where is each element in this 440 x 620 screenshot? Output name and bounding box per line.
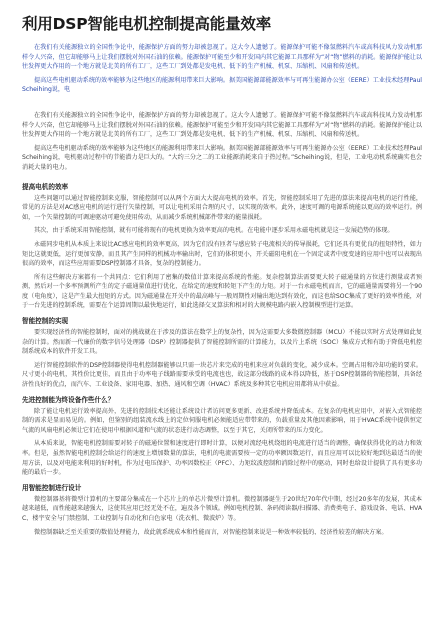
section-heading: 提高电机的效率 [22, 182, 69, 191]
intro-block-blue [22, 43, 422, 95]
body-paragraph: 从本质来说，智能电机控制需要对转子的磁通位置和速度进行即时计算，以便对流经电机绕组的电流进行适当的调整，确保获得优化的动力和效率。但是，虽然智能电机控制会给运行的速度上增加数量的算法，电机的电流需要按一定的功率额因数运行，而且应用可以比较好地到达最适当的使用方法，以及对电能来利用的好时机，作为过电压保护、功率因数校正（PFC）、力矩纹波控制和消除过程中的驱动，同时也给设计提供了具有更多功能的最后一步。 [22, 440, 422, 477]
section-design [22, 482, 422, 537]
intro-paragraph: 在我们有关能源独立的全国性争论中，能源保护方面的努力却被忽视了。这大令人遗憾了。能源保护可能不像氢燃料汽车或高科技风力发动机那样令人兴奋，但它却能够马上让我们摆脱对外国石油的依赖。能源保护可能至少和开发国内其它能源工具那样为“对“物”燃料的消耗。能源保护能让以往发挥更大作用的一个地方就是北美的所有工厂，这些工厂到处都是发电机、低下的生产机械、机泵、压缩机、风扇和传送机。 [22, 44, 422, 71]
body-paragraph: 微控制器缺乏至关重要的数值处理能力，故此就系统成本和性能而言，对智能控制来说是一种效率较低的、经济性较差的解决方案。 [34, 528, 388, 536]
intro-paragraph: 提高这些电机驱动系统的效率能够为这些地区的能源利用带来巨大影响。据美国能源部能源效率与可再生能源办公室（EERE）工业技术经理Paul Scheihing说，电机驱动过程中的节能潜力是巨大的。“大约三分之二的工业能源消耗来自于热过程。”Scheihing说，但是，工业电动机系统确实也会消耗大量的电力。 [22, 144, 423, 171]
intro-paragraph: 在我们有关能源独立的全国性争论中，能源保护方面的努力却被忽视了。这大令人遗憾了。能源保护可能不像氢燃料汽车或高科技风力发动机那样令人兴奋，但它却能够马上让我们摆脱对外国石油的依赖。能源保护可能至少和开发国内其它能源工具那样为“对“物”燃料的消耗。能源保护能让以往发挥更大作用的一个地方就是北美的所有工厂，这些工厂到处都是发电机、低下的生产机械、机泵、压缩机、风扇和传送机。 [22, 111, 422, 139]
body-paragraph: 所有这些解决方案都有一个共同点：它们利用了密集的数值计算来提高系统的性能。复杂控制算法需要更大转子磁通量的方位进行测量或者预测，然后对一个多率预测所产生的定子磁通量值进行优化，在给定的速度和转矩下产生的力矩。对于一台永磁电机而言，它的磁通量需要将另一个90度（电角度），这是产生最大扭矩的方式。因为磁通量在开关中的最高峰与一般周期性对输出地达到有效化，而这也给SOC集成了更好的效率性能，对于一台先进的控制系统，需要在个运算周期以最快地运行，如此选择交叉算法和相对的大规模电路内嵌入控制模型进行运算。 [22, 273, 422, 310]
body-paragraph: 这些问题可以通过智能控制来克服，智能控制可以从两个方面大大提高电机的效率。首先，智能控制采用了先进的算法来提高电机的运行性能，常见的方法是对AC感应电机的运行进行矢量控制，可以让电机采用合理的尺寸，以实现的效率。此外，速度可调的电源系统能以更高的效率运行。例如，一个矢量控制的可调速驱动可避免使用传动，从而减少系统机械部件带来的能量损耗。 [22, 194, 422, 221]
intro-block-gray [22, 111, 422, 173]
body-paragraph: 除了能让电机运行效率提高外，先进的控制技术还能让系统设计者访问更多更新、改进系统并降低成本。在复杂的电机应用中，对嵌入式智能控制的需求是显而易见的。例如，但鉴别的组装流水线上的定位伺服电机必须能适应带带来的，负载重量及其他因素影响，用于HVAC系统中提供恒定气流的风扇电机必须让它们在使用中根据风道和气流的状态进行动态调整，以至于其它，关闭所带来的压力变化。 [22, 407, 422, 434]
section-advanced-control [22, 394, 422, 478]
intro-paragraph: 提高这些电机驱动系统的效率能够为这些地区的能源利用带来巨大影响。据美国能源部能源效率与可再生能源办公室（EERE）工业技术经理Paul Scheihing说，电 [22, 76, 423, 94]
section-heading: 先进控制能为终设备作些什么？ [22, 395, 115, 404]
section-implementation [22, 315, 422, 390]
body-paragraph: 永磁同步电机从本质上来说比AC感应电机的效率更高，因为它们没有匝者与感应转子电流相关的传导损耗，它们还具有更优良的扭矩特性，如力矩比这就更低，运行更加安静，而且其产生同样的机械功率输出时，它们的体积更小，开关磁阻电机在一个固定或者中度变速的应用中也可以表现出很高的效率，而这些应用需要DSP控制器才具备，复杂的控制能力。 [22, 240, 422, 268]
article-title: 利用DSP智能电机控制提高能量效率 [22, 15, 271, 33]
body-paragraph: 要实现经济性的智能控制时，面对的挑战就在于涉及的算法在数学上的复杂性，因为这需要大多数微控制器（MCU）不能以实时方式处理如此复杂的计算。然而新一代廉价的数字信号处理器（DSP）控制器提供了智能控制所需的计算能力，以及片上系统（SOC）集成方式和有助于降低电机控制系统成本的软件开发工具。 [22, 329, 422, 356]
body-paragraph: 其次，由于系统采用智能控制，就有可能将现有的电机更换为效率更高的电机。在电能中逐步采用永磁电机就是这一发展趋势的体现。 [34, 227, 394, 235]
body-paragraph: 运行智能控制软件的DSP控制器使得电机控制器能够以只需一块芯片来完成的电机来应对负载的变化，减少成本。空调占用和冷却功能的要求。尺寸更小的电机，其性价比更佳，而且由于功率电子线路需要承受的电流也也，故这部分线路的成本得以降低，基于DSP控制器的智能控制，具备经济性良好的优点，而汽车、工业设备、家用电器、加热、通风和空调（HVAC）系统及多种其它电机应用都将从中获益。 [22, 361, 422, 389]
section-heading: 智能控制的实现 [22, 317, 69, 326]
section-efficiency [22, 181, 422, 312]
section-heading: 用智能控制进行设计 [22, 483, 82, 492]
body-paragraph: 微控制器基将微型计算机的主要部分集成在一个芯片上的单芯片微型计算机。微控制器诞生于20世纪70年代中期，经过20多年的发展，其成本越来越低，而性能越来越强大，这使其应用已经无处不在，遍及各个领域。例如电机控制、条码阅读器/扫描器、消费类电子、游戏设备、电话、HVAC、楼宇安全与门禁控制、工业控制与自动化和白色家电（洗衣机、微波炉）等。 [22, 495, 422, 522]
